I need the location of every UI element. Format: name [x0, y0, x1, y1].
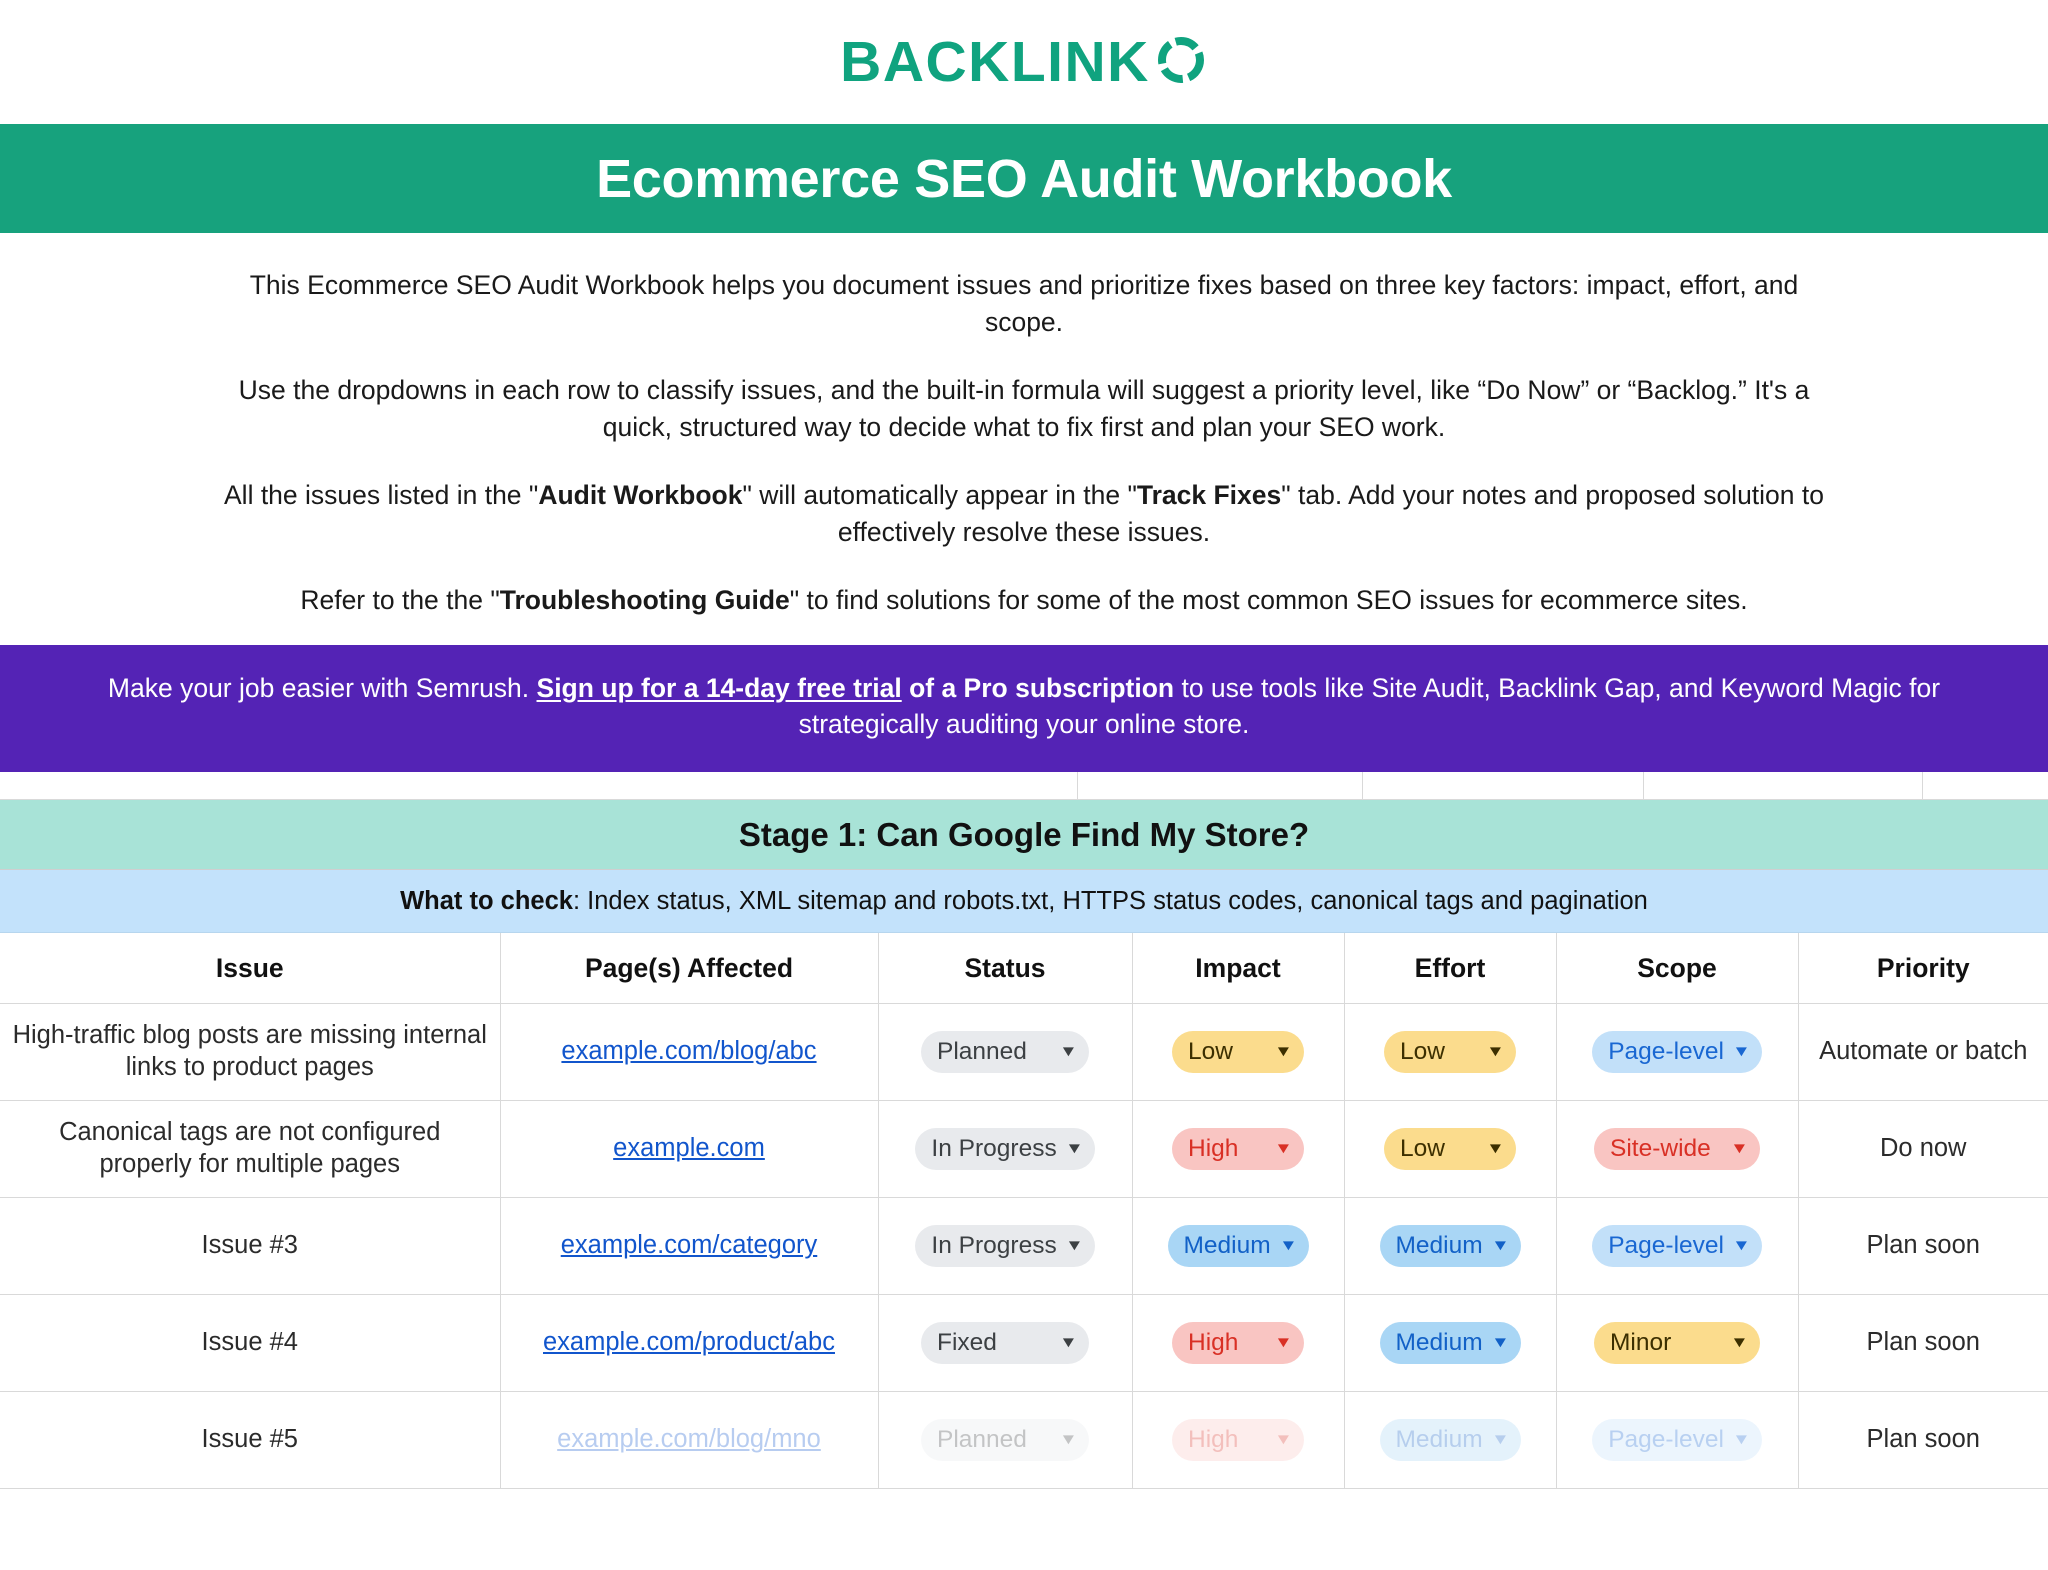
issue-cell[interactable]: Issue #5 [0, 1391, 500, 1488]
chevron-down-icon: ▼ [1732, 1431, 1751, 1449]
impact-dropdown[interactable] [1172, 1128, 1304, 1170]
backlinko-logo [840, 29, 1208, 94]
semrush-promo-banner [0, 645, 2048, 773]
status-dropdown[interactable] [921, 1322, 1089, 1364]
status-cell [878, 1100, 1132, 1197]
effort-dropdown-label: Medium [1395, 1425, 1483, 1453]
effort-dropdown[interactable] [1384, 1031, 1516, 1073]
chevron-down-icon: ▼ [1730, 1334, 1749, 1352]
intro-p3-bold-track-fixes: Track Fixes [1136, 480, 1282, 511]
effort-dropdown[interactable] [1380, 1322, 1521, 1364]
logo-wordmark: BACKLINK [840, 29, 1150, 94]
stage-header-row [0, 800, 2048, 870]
priority-cell: Plan soon [1798, 1294, 2048, 1391]
column-header-issue[interactable]: Issue [0, 933, 500, 1003]
intro-p3-text-1: All the issues listed in the " [224, 480, 539, 511]
impact-dropdown-label: Medium [1183, 1231, 1271, 1259]
column-header-impact[interactable]: Impact [1132, 933, 1344, 1003]
scope-dropdown-label: Page-level [1608, 1425, 1724, 1453]
stage-title: Stage 1: Can Google Find My Store? [738, 815, 1310, 853]
audit-sheet [0, 772, 2048, 1489]
chevron-down-icon: ▼ [1486, 1140, 1505, 1158]
scope-cell [1556, 1294, 1798, 1391]
issue-cell[interactable]: High-traffic blog posts are missing internal links to product pages [0, 1003, 500, 1100]
impact-dropdown-label: High [1188, 1425, 1239, 1453]
chevron-down-icon: ▼ [1059, 1431, 1078, 1449]
table-row [0, 1100, 2048, 1197]
intro-p4-text-1: Refer to the the " [300, 585, 500, 616]
column-header-scope[interactable]: Scope [1556, 933, 1798, 1003]
impact-cell [1132, 1391, 1344, 1488]
impact-dropdown-label: High [1188, 1134, 1239, 1162]
what-to-check-text [400, 887, 1648, 916]
scope-dropdown-label: Minor [1610, 1328, 1672, 1356]
effort-dropdown-label: Low [1400, 1134, 1445, 1162]
circle-dashed-o-icon [1154, 33, 1208, 92]
impact-dropdown-label: High [1188, 1328, 1239, 1356]
spacer-cell [1363, 772, 1644, 799]
column-header-priority[interactable]: Priority [1798, 933, 2048, 1003]
logo-bar [0, 0, 2048, 124]
column-header-status[interactable]: Status [878, 933, 1132, 1003]
effort-dropdown[interactable] [1380, 1419, 1521, 1461]
scope-dropdown-label: Site-wide [1610, 1134, 1711, 1162]
promo-bold-subscription: of a Pro subscription [901, 672, 1175, 703]
audit-table-body [0, 1003, 2048, 1488]
chevron-down-icon: ▼ [1490, 1334, 1510, 1352]
scope-dropdown[interactable] [1592, 1225, 1762, 1267]
table-row [0, 1003, 2048, 1100]
impact-dropdown[interactable] [1172, 1031, 1304, 1073]
chevron-down-icon: ▼ [1274, 1334, 1293, 1352]
chevron-down-icon: ▼ [1490, 1431, 1510, 1449]
spacer-cell [0, 772, 1078, 799]
chevron-down-icon: ▼ [1732, 1237, 1751, 1255]
page-affected-link[interactable]: example.com/blog/abc [561, 1037, 817, 1066]
intro-section [0, 233, 2048, 645]
scope-dropdown[interactable] [1594, 1322, 1760, 1364]
intro-p3-text-2: " will automatically appear in the " [742, 480, 1137, 511]
scope-dropdown-label: Page-level [1608, 1037, 1724, 1065]
priority-cell: Plan soon [1798, 1197, 2048, 1294]
issue-cell[interactable]: Canonical tags are not configured properly for multiple pages [0, 1100, 500, 1197]
audit-table [0, 933, 2048, 1489]
scope-cell [1556, 1391, 1798, 1488]
status-dropdown-label: Planned [937, 1425, 1027, 1453]
what-to-check-row [0, 870, 2048, 933]
table-row [0, 1391, 2048, 1488]
page-affected-cell [500, 1100, 878, 1197]
scope-dropdown[interactable] [1592, 1419, 1762, 1461]
status-dropdown-label: In Progress [931, 1134, 1057, 1162]
chevron-down-icon: ▼ [1490, 1237, 1510, 1255]
chevron-down-icon: ▼ [1064, 1140, 1084, 1158]
chevron-down-icon: ▼ [1064, 1237, 1084, 1255]
chevron-down-icon: ▼ [1274, 1431, 1293, 1449]
status-cell [878, 1003, 1132, 1100]
promo-text-after: to use tools like Site Audit, Backlink Gap, and Keyword Magic for strategically auditing your online store. [798, 672, 1941, 739]
impact-cell [1132, 1197, 1344, 1294]
issue-cell[interactable]: Issue #4 [0, 1294, 500, 1391]
impact-cell [1132, 1100, 1344, 1197]
page-affected-link[interactable]: example.com/category [560, 1231, 818, 1260]
chevron-down-icon: ▼ [1486, 1043, 1505, 1061]
column-header-pages[interactable]: Page(s) Affected [500, 933, 878, 1003]
table-row [0, 1197, 2048, 1294]
effort-cell [1344, 1294, 1556, 1391]
effort-cell [1344, 1003, 1556, 1100]
spacer-cell [1644, 772, 1923, 799]
table-header-row [0, 933, 2048, 1003]
spacer-cell [1078, 772, 1363, 799]
status-cell [878, 1197, 1132, 1294]
what-to-check-detail: : Index status, XML sitemap and robots.txt, HTTPS status codes, canonical tags and pagination [572, 886, 1648, 915]
page-title-banner [0, 124, 2048, 233]
table-row [0, 1294, 2048, 1391]
impact-dropdown[interactable] [1172, 1322, 1304, 1364]
chevron-down-icon: ▼ [1278, 1237, 1298, 1255]
column-header-effort[interactable]: Effort [1344, 933, 1556, 1003]
page-affected-cell [500, 1197, 878, 1294]
effort-dropdown[interactable] [1380, 1225, 1521, 1267]
issue-cell[interactable]: Issue #3 [0, 1197, 500, 1294]
intro-p3-bold-audit-workbook: Audit Workbook [538, 480, 743, 511]
chevron-down-icon: ▼ [1730, 1140, 1749, 1158]
chevron-down-icon: ▼ [1274, 1043, 1293, 1061]
scope-cell [1556, 1100, 1798, 1197]
page-affected-link[interactable]: example.com [613, 1134, 765, 1163]
page-affected-link[interactable]: example.com/blog/mno [557, 1425, 821, 1454]
chevron-down-icon: ▼ [1059, 1043, 1078, 1061]
chevron-down-icon: ▼ [1059, 1334, 1078, 1352]
status-dropdown-label: Fixed [937, 1328, 997, 1356]
intro-paragraph-3 [219, 477, 1829, 550]
page-affected-cell [500, 1294, 878, 1391]
page-affected-cell [500, 1003, 878, 1100]
priority-cell: Do now [1798, 1100, 2048, 1197]
promo-text-before: Make your job easier with Semrush. [107, 672, 537, 703]
page-title: Ecommerce SEO Audit Workbook [596, 148, 1452, 209]
effort-cell [1344, 1197, 1556, 1294]
sheet-spacer-row [0, 772, 2048, 800]
status-dropdown-label: Planned [937, 1037, 1027, 1065]
effort-dropdown-label: Medium [1395, 1231, 1483, 1259]
impact-dropdown[interactable] [1168, 1225, 1309, 1267]
impact-dropdown[interactable] [1172, 1419, 1304, 1461]
impact-cell [1132, 1294, 1344, 1391]
priority-cell: Plan soon [1798, 1391, 2048, 1488]
intro-p4-bold-troubleshooting-guide: Troubleshooting Guide [499, 585, 790, 616]
status-cell [878, 1294, 1132, 1391]
scope-cell [1556, 1197, 1798, 1294]
page-affected-cell [500, 1391, 878, 1488]
effort-cell [1344, 1391, 1556, 1488]
effort-cell [1344, 1100, 1556, 1197]
spacer-cell [1923, 772, 2048, 799]
intro-paragraph-2: Use the dropdowns in each row to classify issues, and the built-in formula will suggest a priority level, like “Do Now” or “Backlog.” It's a quick, structured way to decide what to fix first and plan your SEO work. [238, 375, 1810, 442]
status-dropdown[interactable] [915, 1225, 1094, 1267]
intro-p3-text-3: " tab. Add your notes and proposed solution to effectively resolve these issues. [837, 480, 1824, 547]
chevron-down-icon: ▼ [1274, 1140, 1293, 1158]
what-to-check-label: What to check [400, 886, 573, 915]
intro-paragraph-4 [219, 582, 1829, 619]
status-dropdown[interactable] [921, 1419, 1089, 1461]
intro-p4-text-2: " to find solutions for some of the most common SEO issues for ecommerce sites. [789, 585, 1748, 616]
intro-paragraph-1: This Ecommerce SEO Audit Workbook helps you document issues and prioritize fixes based on three key factors: impact, effort, and scope. [249, 270, 1799, 337]
effort-dropdown-label: Medium [1395, 1328, 1483, 1356]
effort-dropdown[interactable] [1384, 1128, 1516, 1170]
semrush-trial-link[interactable]: Sign up for a 14-day free trial [536, 672, 902, 703]
scope-dropdown[interactable] [1594, 1128, 1760, 1170]
page-affected-link[interactable]: example.com/product/abc [543, 1328, 835, 1357]
promo-text [40, 671, 2008, 743]
status-dropdown[interactable] [921, 1031, 1089, 1073]
priority-cell: Automate or batch [1798, 1003, 2048, 1100]
impact-dropdown-label: Low [1188, 1037, 1233, 1065]
scope-cell [1556, 1003, 1798, 1100]
impact-cell [1132, 1003, 1344, 1100]
status-cell [878, 1391, 1132, 1488]
scope-dropdown-label: Page-level [1608, 1231, 1724, 1259]
status-dropdown[interactable] [915, 1128, 1094, 1170]
scope-dropdown[interactable] [1592, 1031, 1762, 1073]
status-dropdown-label: In Progress [931, 1231, 1057, 1259]
effort-dropdown-label: Low [1400, 1037, 1445, 1065]
chevron-down-icon: ▼ [1732, 1043, 1751, 1061]
